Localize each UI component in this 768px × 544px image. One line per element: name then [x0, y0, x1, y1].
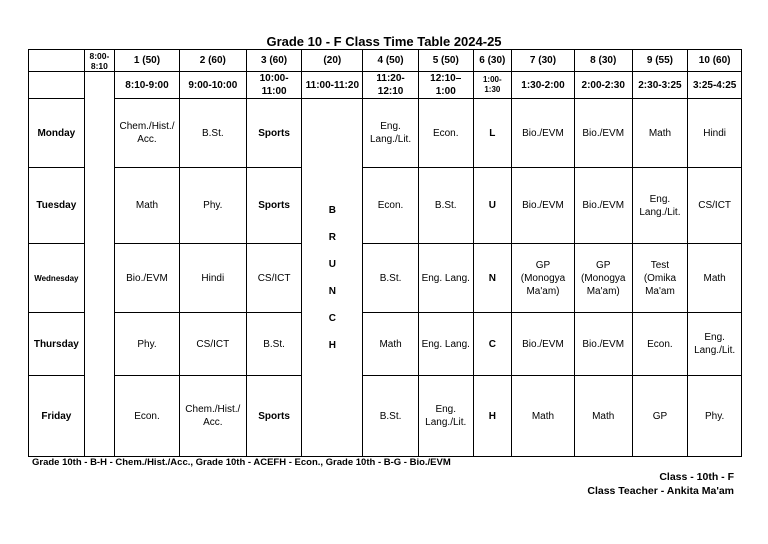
time-cell: 3:25-4:25: [688, 72, 742, 99]
subject-cell: Math: [574, 376, 632, 457]
brunch-letter: H: [328, 339, 336, 351]
subject-cell: Test (Omika Ma'am: [632, 244, 688, 313]
subject-cell: Bio./EVM: [512, 168, 575, 244]
subject-cell: Bio./EVM: [574, 168, 632, 244]
period-9-header: 9 (55): [632, 50, 688, 72]
time-cell: 12:10–1:00: [418, 72, 473, 99]
brunch-letter: N: [328, 285, 336, 297]
time-cell: 11:00-11:20: [302, 72, 363, 99]
brunch-letter: R: [328, 231, 336, 243]
subject-cell: Phy.: [688, 376, 742, 457]
day-label: Tuesday: [29, 168, 85, 244]
subject-cell: Math: [115, 168, 180, 244]
period-5-header: 5 (50): [418, 50, 473, 72]
subject-cell: GP (Monogya Ma'am): [574, 244, 632, 313]
class-teacher-line: Class Teacher - Ankita Ma'am: [587, 485, 734, 497]
time-cell: 2:30-3:25: [632, 72, 688, 99]
period-4-header: 4 (50): [363, 50, 419, 72]
lunch-letter: H: [473, 376, 511, 457]
subject-cell: B.St.: [179, 99, 246, 168]
period-1-header: 1 (50): [115, 50, 180, 72]
time-cell: 2:00-2:30: [574, 72, 632, 99]
subject-cell: Eng. Lang./Lit.: [363, 99, 419, 168]
period-3-header: 3 (60): [246, 50, 302, 72]
time-cell: 11:20-12:10: [363, 72, 419, 99]
brunch-column: [302, 99, 363, 457]
subject-cell: Econ.: [363, 168, 419, 244]
brunch-header: (20): [302, 50, 363, 72]
subject-cell: Econ.: [115, 376, 180, 457]
subject-cell: B.St.: [246, 313, 302, 376]
subject-cell: Eng. Lang./Lit.: [418, 376, 473, 457]
subject-cell: Eng. Lang.: [418, 244, 473, 313]
day-row-wednesday: [29, 244, 742, 313]
subject-cell: Phy.: [115, 313, 180, 376]
subject-cell: Bio./EVM: [512, 99, 575, 168]
time-row: [29, 72, 742, 99]
subject-cell: Sports: [246, 168, 302, 244]
class-info: [587, 470, 734, 498]
subject-cell: Econ.: [418, 99, 473, 168]
lunch-letter: C: [473, 313, 511, 376]
brunch-letter: B: [328, 204, 336, 216]
subject-cell: CS/ICT: [246, 244, 302, 313]
subject-cell: CS/ICT: [688, 168, 742, 244]
time-cell: 9:00-10:00: [179, 72, 246, 99]
subject-cell: Math: [363, 313, 419, 376]
subject-cell: Sports: [246, 99, 302, 168]
subject-cell: Math: [632, 99, 688, 168]
subject-cell: Chem./Hist./ Acc.: [179, 376, 246, 457]
subject-cell: Bio./EVM: [512, 313, 575, 376]
period-10-header: 10 (60): [688, 50, 742, 72]
subject-cell: Econ.: [632, 313, 688, 376]
brunch-letter: U: [328, 258, 336, 270]
subject-cell: Chem./Hist./ Acc.: [115, 99, 180, 168]
lunch-letter: U: [473, 168, 511, 244]
subject-cell: Math: [688, 244, 742, 313]
timetable: [28, 49, 742, 457]
period-header-row: [29, 50, 742, 72]
subject-cell: Bio./EVM: [574, 99, 632, 168]
period-2-header: 2 (60): [179, 50, 246, 72]
period-7-header: 7 (30): [512, 50, 575, 72]
subject-cell: GP: [632, 376, 688, 457]
page-title: Grade 10 - F Class Time Table 2024-25: [266, 34, 502, 49]
subject-cell: GP (Monogya Ma'am): [512, 244, 575, 313]
time-cell: 1:30-2:00: [512, 72, 575, 99]
subject-cell: Hindi: [688, 99, 742, 168]
lunch-letter: N: [473, 244, 511, 313]
lunch-letter: L: [473, 99, 511, 168]
subject-cell: B.St.: [363, 376, 419, 457]
time-cell: 8:10-9:00: [115, 72, 180, 99]
subject-cell: Eng. Lang./Lit.: [688, 313, 742, 376]
day-row-monday: [29, 99, 742, 168]
period-8-header: 8 (30): [574, 50, 632, 72]
subject-cell: Math: [512, 376, 575, 457]
subject-cell: Eng. Lang.: [418, 313, 473, 376]
day-label: Monday: [29, 99, 85, 168]
class-line: Class - 10th - F: [659, 471, 734, 483]
corner-cell: [29, 50, 85, 72]
period-0-header: 8:00-8:10: [84, 50, 114, 72]
time-cell: 10:00-11:00: [246, 72, 302, 99]
subject-cell: Sports: [246, 376, 302, 457]
class-teachers-period: [84, 72, 114, 457]
period-6-header: 6 (30): [473, 50, 511, 72]
brunch-letter: C: [328, 312, 336, 324]
day-row-thursday: [29, 313, 742, 376]
subject-cell: Bio./EVM: [574, 313, 632, 376]
day-row-friday: [29, 376, 742, 457]
subject-cell: Phy.: [179, 168, 246, 244]
subject-cell: B.St.: [418, 168, 473, 244]
day-label: Thursday: [29, 313, 85, 376]
time-cell: 1:00-1:30: [473, 72, 511, 99]
day-label: Friday: [29, 376, 85, 457]
footnote: Grade 10th - B-H - Chem./Hist./Acc., Grade 10th - ACEFH - Econ., Grade 10th - B-G - Bio./EVM: [32, 457, 451, 468]
subject-cell: Eng. Lang./Lit.: [632, 168, 688, 244]
subject-cell: B.St.: [363, 244, 419, 313]
subject-cell: CS/ICT: [179, 313, 246, 376]
day-row-tuesday: [29, 168, 742, 244]
subject-cell: Bio./EVM: [115, 244, 180, 313]
day-label: Wednesday: [29, 244, 85, 313]
subject-cell: Hindi: [179, 244, 246, 313]
